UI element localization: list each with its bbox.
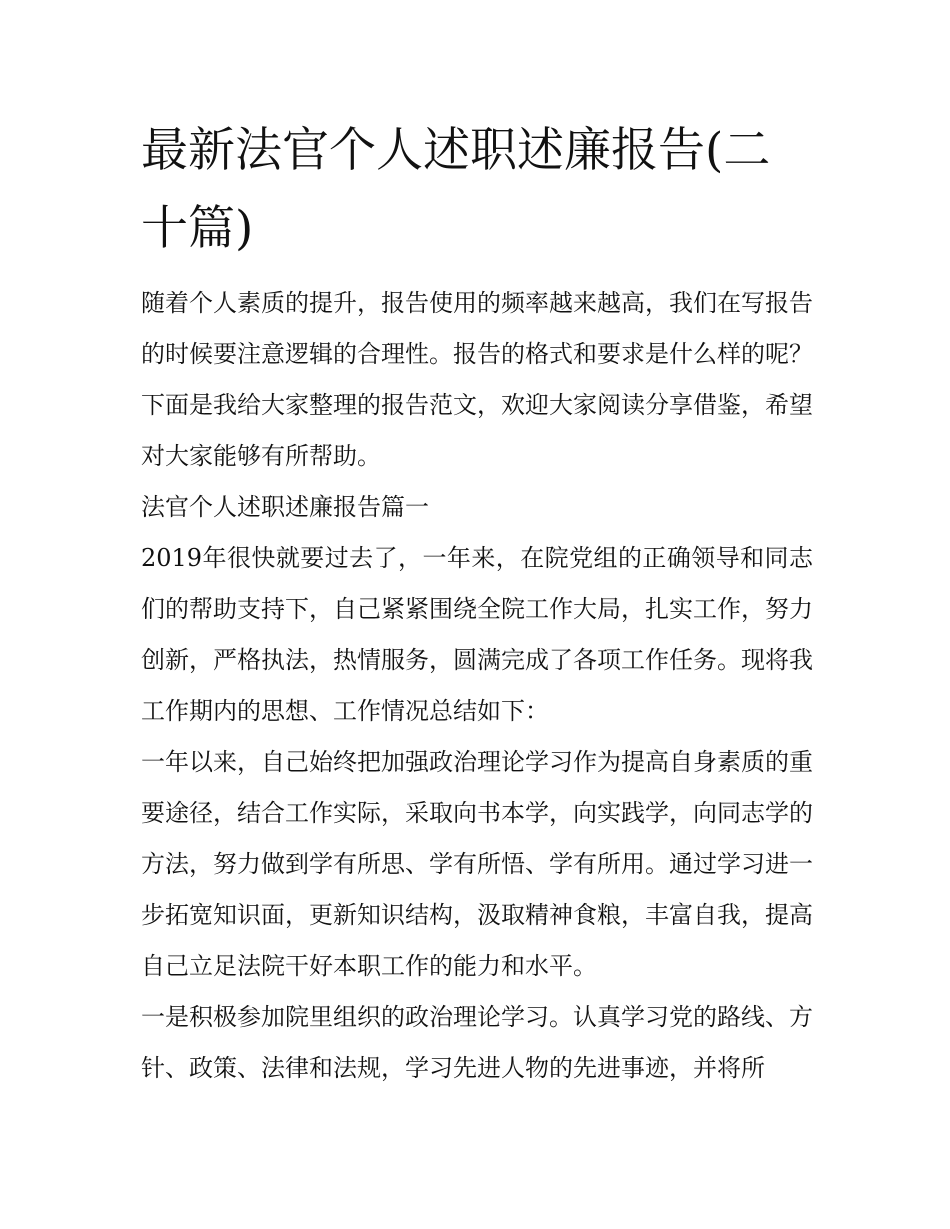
body-paragraph: 一年以来，自己始终把加强政治理论学习作为提高自身素质的重要途径，结合工作实际，采取向书本学，向实践学，向同志学的方法，努力做到学有所思、学有所悟、学有所用。通过学习进一步拓宽知识面，更新知识结构，汲取精神食粮，丰富自我，提高自己立足法院干好本职工作的能力和水平。 xyxy=(141,748,813,980)
body-paragraph: 一是积极参加院里组织的政治理论学习。认真学习党的路线、方针、政策、法律和法规，学习先进人物的先进事迹，并将所 xyxy=(141,1003,813,1082)
document-title: 最新法官个人述职述廉报告(二十篇) xyxy=(141,123,771,256)
document-body xyxy=(141,278,813,1094)
intro-paragraph: 随着个人素质的提升，报告使用的频率越来越高，我们在写报告的时候要注意逻辑的合理性。报告的格式和要求是什么样的呢？下面是我给大家整理的报告范文，欢迎大家阅读分享借鉴，希望对大家能够有所帮助。 xyxy=(141,289,813,470)
section-heading: 法官个人述职述廉报告篇一 xyxy=(141,493,429,521)
document-content xyxy=(141,112,813,1094)
body-paragraph: 2019年很快就要过去了，一年来，在院党组的正确领导和同志们的帮助支持下，自己紧紧围绕全院工作大局，扎实工作，努力创新，严格执法，热情服务，圆满完成了各项工作任务。现将我工作期内的思想、工作情况总结如下： xyxy=(141,544,813,725)
